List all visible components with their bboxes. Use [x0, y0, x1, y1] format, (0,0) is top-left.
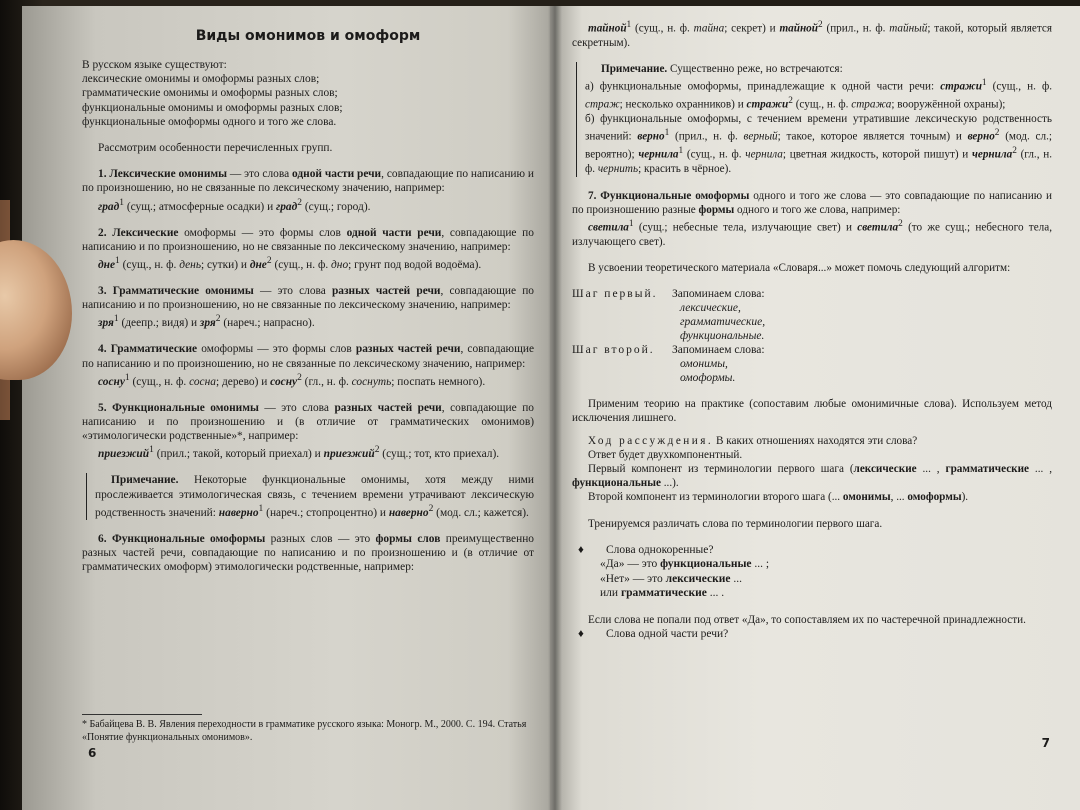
section-2-example: дне$^1$ (сущ., н. ф. день; сутки) и дне$^2$ (сущ., н. ф. дно; грунт под водой водоёма). [98, 256, 482, 271]
footnote: * Бабайцева В. В. Явления переходности в грамматике русского языка: Моногр. М., 2000. С. 194. Статья «Понятие функциональных омонимов». [82, 719, 527, 743]
section-3-example: зря$^1$ (деепр.; видя) и зря$^2$ (нареч.; напрасно). [98, 314, 315, 330]
algorithm-intro: В усвоении теоретического материала «Словаря...» может помочь следующий алгоритм: [588, 262, 1011, 275]
intro-line: лексические омонимы и омоформы разных слов; [82, 73, 320, 86]
diamond-bullet-icon: ♦ [578, 628, 584, 641]
page-number-right: 7 [1041, 736, 1050, 750]
intro-list [82, 58, 534, 129]
step-1-word: лексические, [680, 302, 741, 315]
page-number-left: 6 [88, 746, 97, 760]
diamond-bullet-icon: ♦ [578, 543, 584, 556]
right-note: Примечание. Существенно реже, но встречаются: а) функциональные омоформы, принадлежащие к одной части речи: стражи$^1$ (сущ., н. ф. страж; несколько охранников) и стражи$^2$ (сущ., н. ф. стража; вооружённой охраны); б) функциональные омоформы, с течением времени утратившие лексическую родственность значений: верно$^1$ (прил., н. ф. верный; такое, которое является точным) и верно$^2$ (мод. сл.; вероятно); чернила$^1$ (сущ., н. ф. чернила; цветная жидкость, которой пишут) и чернила$^2$ (гл., н. ф. чернить; красить в чёрное). [576, 62, 1052, 176]
consider-text: Рассмотрим особенности перечисленных групп. [98, 142, 333, 155]
note-item-b: б) функциональные омоформы, с течением времени утратившие лексическую родственность значений: верно$^1$ (прил., н. ф. верный; такое, которое является точным) и верно$^2$ (мод. сл.; вероятно); чернила$^1$ (сущ., н. ф. чернила; цветная жидкость, которой пишут) и чернила$^2$ (гл., н. ф. чернить; красить в чёрное). [585, 113, 1052, 176]
section-2: 2. Лексические омоформы — это формы слов одной части речи, совпадающие по написанию и по произношению, но не связанные по лексическому значению, например: [82, 226, 534, 253]
reasoning-line: Ответ будет двухкомпонентный. [588, 448, 743, 461]
step-1-word: функциональные. [680, 330, 765, 343]
step-2-word: омоформы. [680, 372, 736, 385]
intro-line: функциональные омоформы одного и того же слова. [82, 115, 337, 128]
reasoning-line: Первый компонент из терминологии первого шага (лексические ... , грамматические ... , функциональные ...). [572, 463, 1053, 490]
step-1: Шаг первый. Запоминаем слова: [572, 288, 765, 301]
bullet-sub: или грамматические ... . [600, 587, 725, 600]
section-6: 6. Функциональные омоформы разных слов — это формы слов преимущественно разных частей речи, совпадающие по написанию и по произношению и (в отличие от грамматических омоформ) этимологически родственные, например: [82, 532, 535, 574]
section-5-example: приезжий$^1$ (прил.; такой, который приехал) и приезжий$^2$ (сущ.; тот, кто приехал). [98, 445, 500, 461]
step-2-word: омонимы, [680, 358, 728, 371]
training-text: Тренируемся различать слова по терминологии первого шага. [588, 517, 883, 530]
section-5: 5. Функциональные омонимы — это слова разных частей речи, совпадающие по написанию и по произношению и (в отличие от грамматических омонимов) «этимологически родственные»*, например: [82, 401, 534, 443]
left-note: Примечание. Некоторые функциональные омонимы, хотя между ними прослеживается этимологическая связь, с течением времени утрачивают лексическую родственность значений: наверно$^1$ (нареч.; стопроцентно) и наверно$^2$ (мод. сл.; кажется). [86, 473, 534, 519]
reasoning-head: Ход рассуждения. В каких отношениях находятся эти слова? [588, 434, 918, 447]
section-3: 3. Грамматические омонимы — это слова разных частей речи, совпадающие по написанию и по произношению, но не связанные по лексическому значению, например: [82, 285, 535, 312]
section-4-example: сосну$^1$ (сущ., н. ф. сосна; дерево) и сосну$^2$ (гл., н. ф. соснуть; поспать немного). [98, 372, 486, 388]
book-spread [22, 6, 1080, 810]
section-1: 1. Лексические омонимы — это слова одной части речи, совпадающие по написанию и по произношению, но не связанные по лексическому значению, например: [82, 168, 534, 195]
apply-text: Применим теорию на практике (сопоставим любые омонимичные слова). Используем метод исключения лишнего. [572, 398, 1052, 425]
section-7: 7. Функциональные омоформы одного и того же слова — это совпадающие по написанию и по произношению разные формы одного и того же слова, например: [572, 189, 1052, 216]
left-page [22, 6, 550, 810]
step-2: Шаг второй. Запоминаем слова: [572, 344, 765, 357]
continued-example: тайной$^1$ (сущ., н. ф. тайна; секрет) и тайной$^2$ (прил., н. ф. тайный; такой, который является секретным). [572, 20, 1052, 49]
bullet-sub: «Нет» — это лексические ... [600, 572, 742, 585]
algorithm-steps [572, 287, 1052, 385]
step-1-word: грамматические, [680, 316, 766, 329]
intro-line: грамматические омонимы и омоформы разных слов; [82, 87, 338, 100]
section-1-example: град$^1$ (сущ.; атмосферные осадки) и град$^2$ (сущ.; город). [98, 197, 371, 213]
section-4: 4. Грамматические омоформы — это формы слов разных частей речи, совпадающие по написанию и по произношению, но не связанные по лексическому значению, например: [82, 343, 534, 370]
intro-line: В русском языке существуют: [82, 59, 227, 71]
bullet-item: ♦ Слова одной части речи? [572, 627, 1052, 642]
page-title: Виды омонимов и омоформ [195, 28, 421, 44]
bullet-item: ♦ Слова однокоренные? [572, 543, 1052, 558]
bullet-sub: «Да» — это функциональные ... ; [600, 558, 770, 571]
intro-line: функциональные омонимы и омоформы разных слов; [82, 101, 343, 114]
book-gutter [548, 6, 562, 810]
right-page [550, 6, 1080, 810]
footnote-rule [82, 714, 202, 715]
note-item-a: а) функциональные омоформы, принадлежащие к одной части речи: стражи$^1$ (сущ., н. ф. страж; несколько охранников) и стражи$^2$ (сущ., н. ф. стража; вооружённой охраны); [585, 78, 1052, 112]
reasoning-line: Второй компонент из терминологии второго шага (... омонимы, ... омоформы). [588, 491, 969, 504]
final-text: Если слова не попали под ответ «Да», то сопоставляем их по частеречной принадлежности. [588, 613, 1026, 626]
section-7-example: светила$^1$ (сущ.; небесные тела, излучающие свет) и светила$^2$ (то же сущ.; небесного тела, излучающего свет). [572, 218, 1052, 248]
